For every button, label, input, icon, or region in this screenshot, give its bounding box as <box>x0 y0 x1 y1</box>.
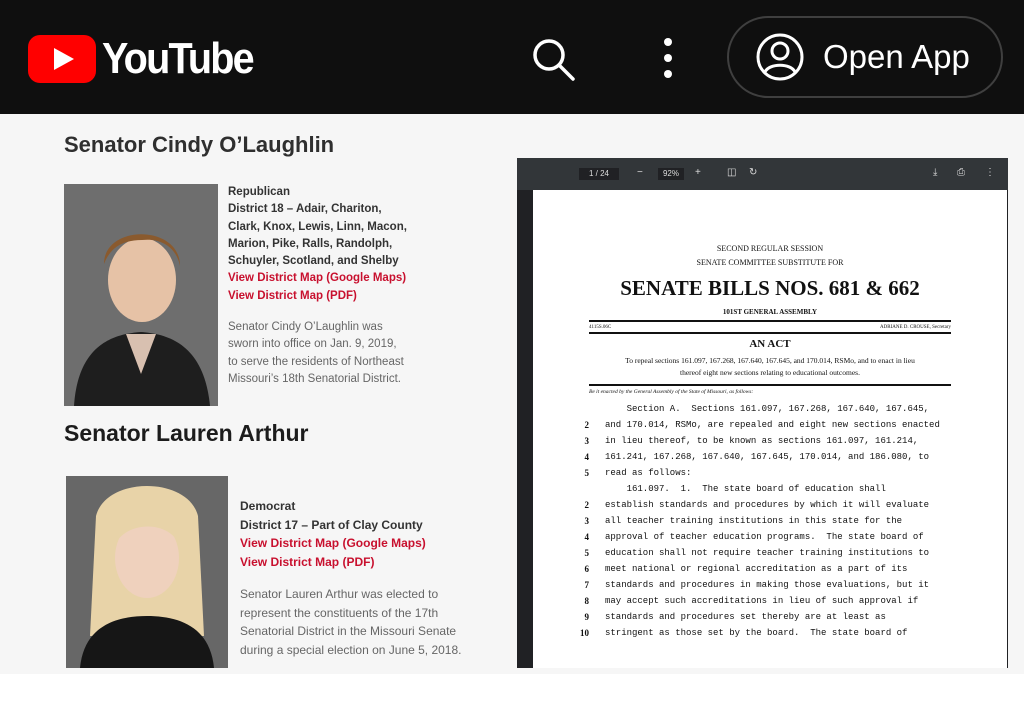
pdf-toolbar <box>517 158 1008 190</box>
zoom-level[interactable]: 92% <box>658 168 684 180</box>
line-text: standards and procedures set thereby are at least as <box>605 612 886 622</box>
youtube-wordmark: YouTube <box>102 34 253 83</box>
rule <box>589 332 951 334</box>
senator-bio <box>240 585 470 659</box>
video-frame[interactable] <box>0 114 1024 674</box>
account-icon <box>755 32 805 82</box>
line-number: 3 <box>584 436 589 446</box>
line-text: all teacher training institutions in this state for the <box>605 516 903 526</box>
zoom-in-icon[interactable]: + <box>695 167 701 178</box>
youtube-logo[interactable] <box>28 34 270 84</box>
act-description: To repeal sections 161.097, 167.268, 167.640, 167.645, and 170.014, RSMo, and to enact in lieu <box>625 356 915 365</box>
line-text: Section A. Sections 161.097, 167.268, 167.640, 167.645, <box>605 404 930 414</box>
line-number: 2 <box>584 500 589 510</box>
line-text: establish standards and procedures by which it will evaluate <box>605 500 930 510</box>
bottom-area <box>0 674 1024 717</box>
session-label: SECOND REGULAR SESSION <box>716 244 824 253</box>
google-maps-link[interactable]: View District Map (Google Maps) <box>228 272 407 285</box>
line-number: 6 <box>584 564 589 574</box>
line-text: meet national or regional accreditation as a part of its <box>605 564 908 574</box>
portrait-illustration <box>66 476 228 668</box>
line-number: 8 <box>584 596 589 606</box>
line-text: stringent as those set by the board. The state board of <box>605 628 908 638</box>
district-line: Schuyler, Scotland, and Shelby <box>228 255 399 268</box>
line-text: and 170.014, RSMo, are repealed and eight new sections enacted <box>605 420 940 430</box>
senator-photo <box>64 184 218 406</box>
line-number: 10 <box>580 628 589 638</box>
district-line: District 17 – Part of Clay County <box>240 517 423 532</box>
assembly-label: 101ST GENERAL ASSEMBLY <box>722 308 818 316</box>
line-number: 7 <box>584 580 589 590</box>
line-text: standards and procedures in making those evaluations, but it <box>605 580 930 590</box>
pdf-map-link[interactable]: View District Map (PDF) <box>228 289 357 302</box>
line-number: 4 <box>584 452 589 462</box>
fit-page-icon[interactable]: ◫ <box>727 167 737 178</box>
bio-line: Senator Lauren Arthur was elected to <box>240 587 439 601</box>
pdf-page <box>533 190 1007 668</box>
senator-heading: Senator Lauren Arthur <box>64 420 309 446</box>
enacted-clause: Be it enacted by the General Assembly of the State of Missouri, as follows: <box>589 389 754 395</box>
line-number: 5 <box>584 468 589 478</box>
district-line: District 18 – Adair, Chariton, <box>228 203 382 216</box>
bio-line: during a special election on June 5, 2018. <box>240 642 462 657</box>
rule <box>589 384 951 386</box>
top-app-bar <box>0 0 1024 114</box>
line-text: in lieu thereof, to be known as sections 161.097, 161.214, <box>605 436 919 446</box>
senator-photo <box>66 476 228 668</box>
portrait-illustration <box>64 184 218 406</box>
party-label: Democrat <box>240 499 296 513</box>
line-text: read as follows: <box>605 468 692 478</box>
search-icon[interactable] <box>530 36 576 82</box>
act-heading: AN ACT <box>749 338 791 350</box>
substitute-label: SENATE COMMITTEE SUBSTITUTE FOR <box>696 258 844 267</box>
print-icon[interactable]: ⎙ <box>957 167 965 178</box>
rule <box>589 320 951 322</box>
bio-line: Senator Cindy O’Laughlin was <box>228 321 383 334</box>
secretary-label: ADRIANE D. CROUSE, Secretary <box>880 325 951 330</box>
line-number: 2 <box>584 420 589 430</box>
more-options-icon[interactable] <box>658 36 678 80</box>
download-icon[interactable]: ⤓ <box>933 167 938 178</box>
pdf-map-link[interactable]: View District Map (PDF) <box>240 554 375 569</box>
bio-line: to serve the residents of Northeast <box>228 355 404 368</box>
senator-info <box>228 184 438 388</box>
youtube-play-icon <box>28 35 96 83</box>
line-number: 3 <box>584 516 589 526</box>
line-text: 161.097. 1. The state board of education shall <box>605 484 886 494</box>
senator-heading: Senator Cindy O’Laughlin <box>64 132 335 157</box>
line-text: 161.241, 167.268, 167.640, 167.645, 170.014, and 186.080, to <box>605 452 930 462</box>
page-indicator[interactable]: 1 / 24 <box>579 168 619 180</box>
open-app-button[interactable] <box>727 16 1003 98</box>
doc-code: 4115S.06C <box>589 325 612 330</box>
line-text: approval of teacher education programs. The state board of <box>605 532 924 542</box>
line-text: may accept such accreditations in lieu of such approval if <box>605 596 919 606</box>
bill-title: SENATE BILLS NOS. 681 & 662 <box>620 276 920 300</box>
bio-line: sworn into office on Jan. 9, 2019, <box>228 338 397 351</box>
senator-bio <box>228 319 438 388</box>
zoom-out-icon[interactable]: − <box>637 167 643 178</box>
line-text: education shall not require teacher training institutions to <box>605 548 930 558</box>
pdf-viewer[interactable] <box>517 158 1008 668</box>
line-number: 9 <box>584 612 589 622</box>
line-number: 5 <box>584 548 589 558</box>
bio-line: represent the constituents of the 17th <box>240 605 439 620</box>
district-line: Clark, Knox, Lewis, Linn, Macon, <box>228 220 407 233</box>
district-line: Marion, Pike, Ralls, Randolph, <box>228 237 393 250</box>
senator-info <box>240 497 470 659</box>
line-number: 4 <box>584 532 589 542</box>
open-app-label: Open App <box>823 38 970 75</box>
google-maps-link[interactable]: View District Map (Google Maps) <box>240 536 426 550</box>
rotate-icon[interactable]: ↻ <box>749 167 758 178</box>
more-options-icon[interactable]: ⋮ <box>985 167 995 178</box>
act-description: thereof eight new sections relating to educational outcomes. <box>680 368 860 377</box>
party-label: Republican <box>228 186 290 198</box>
bio-line: Senatorial District in the Missouri Senate <box>240 624 457 638</box>
bio-line: Missouri’s 18th Senatorial District. <box>228 372 401 385</box>
